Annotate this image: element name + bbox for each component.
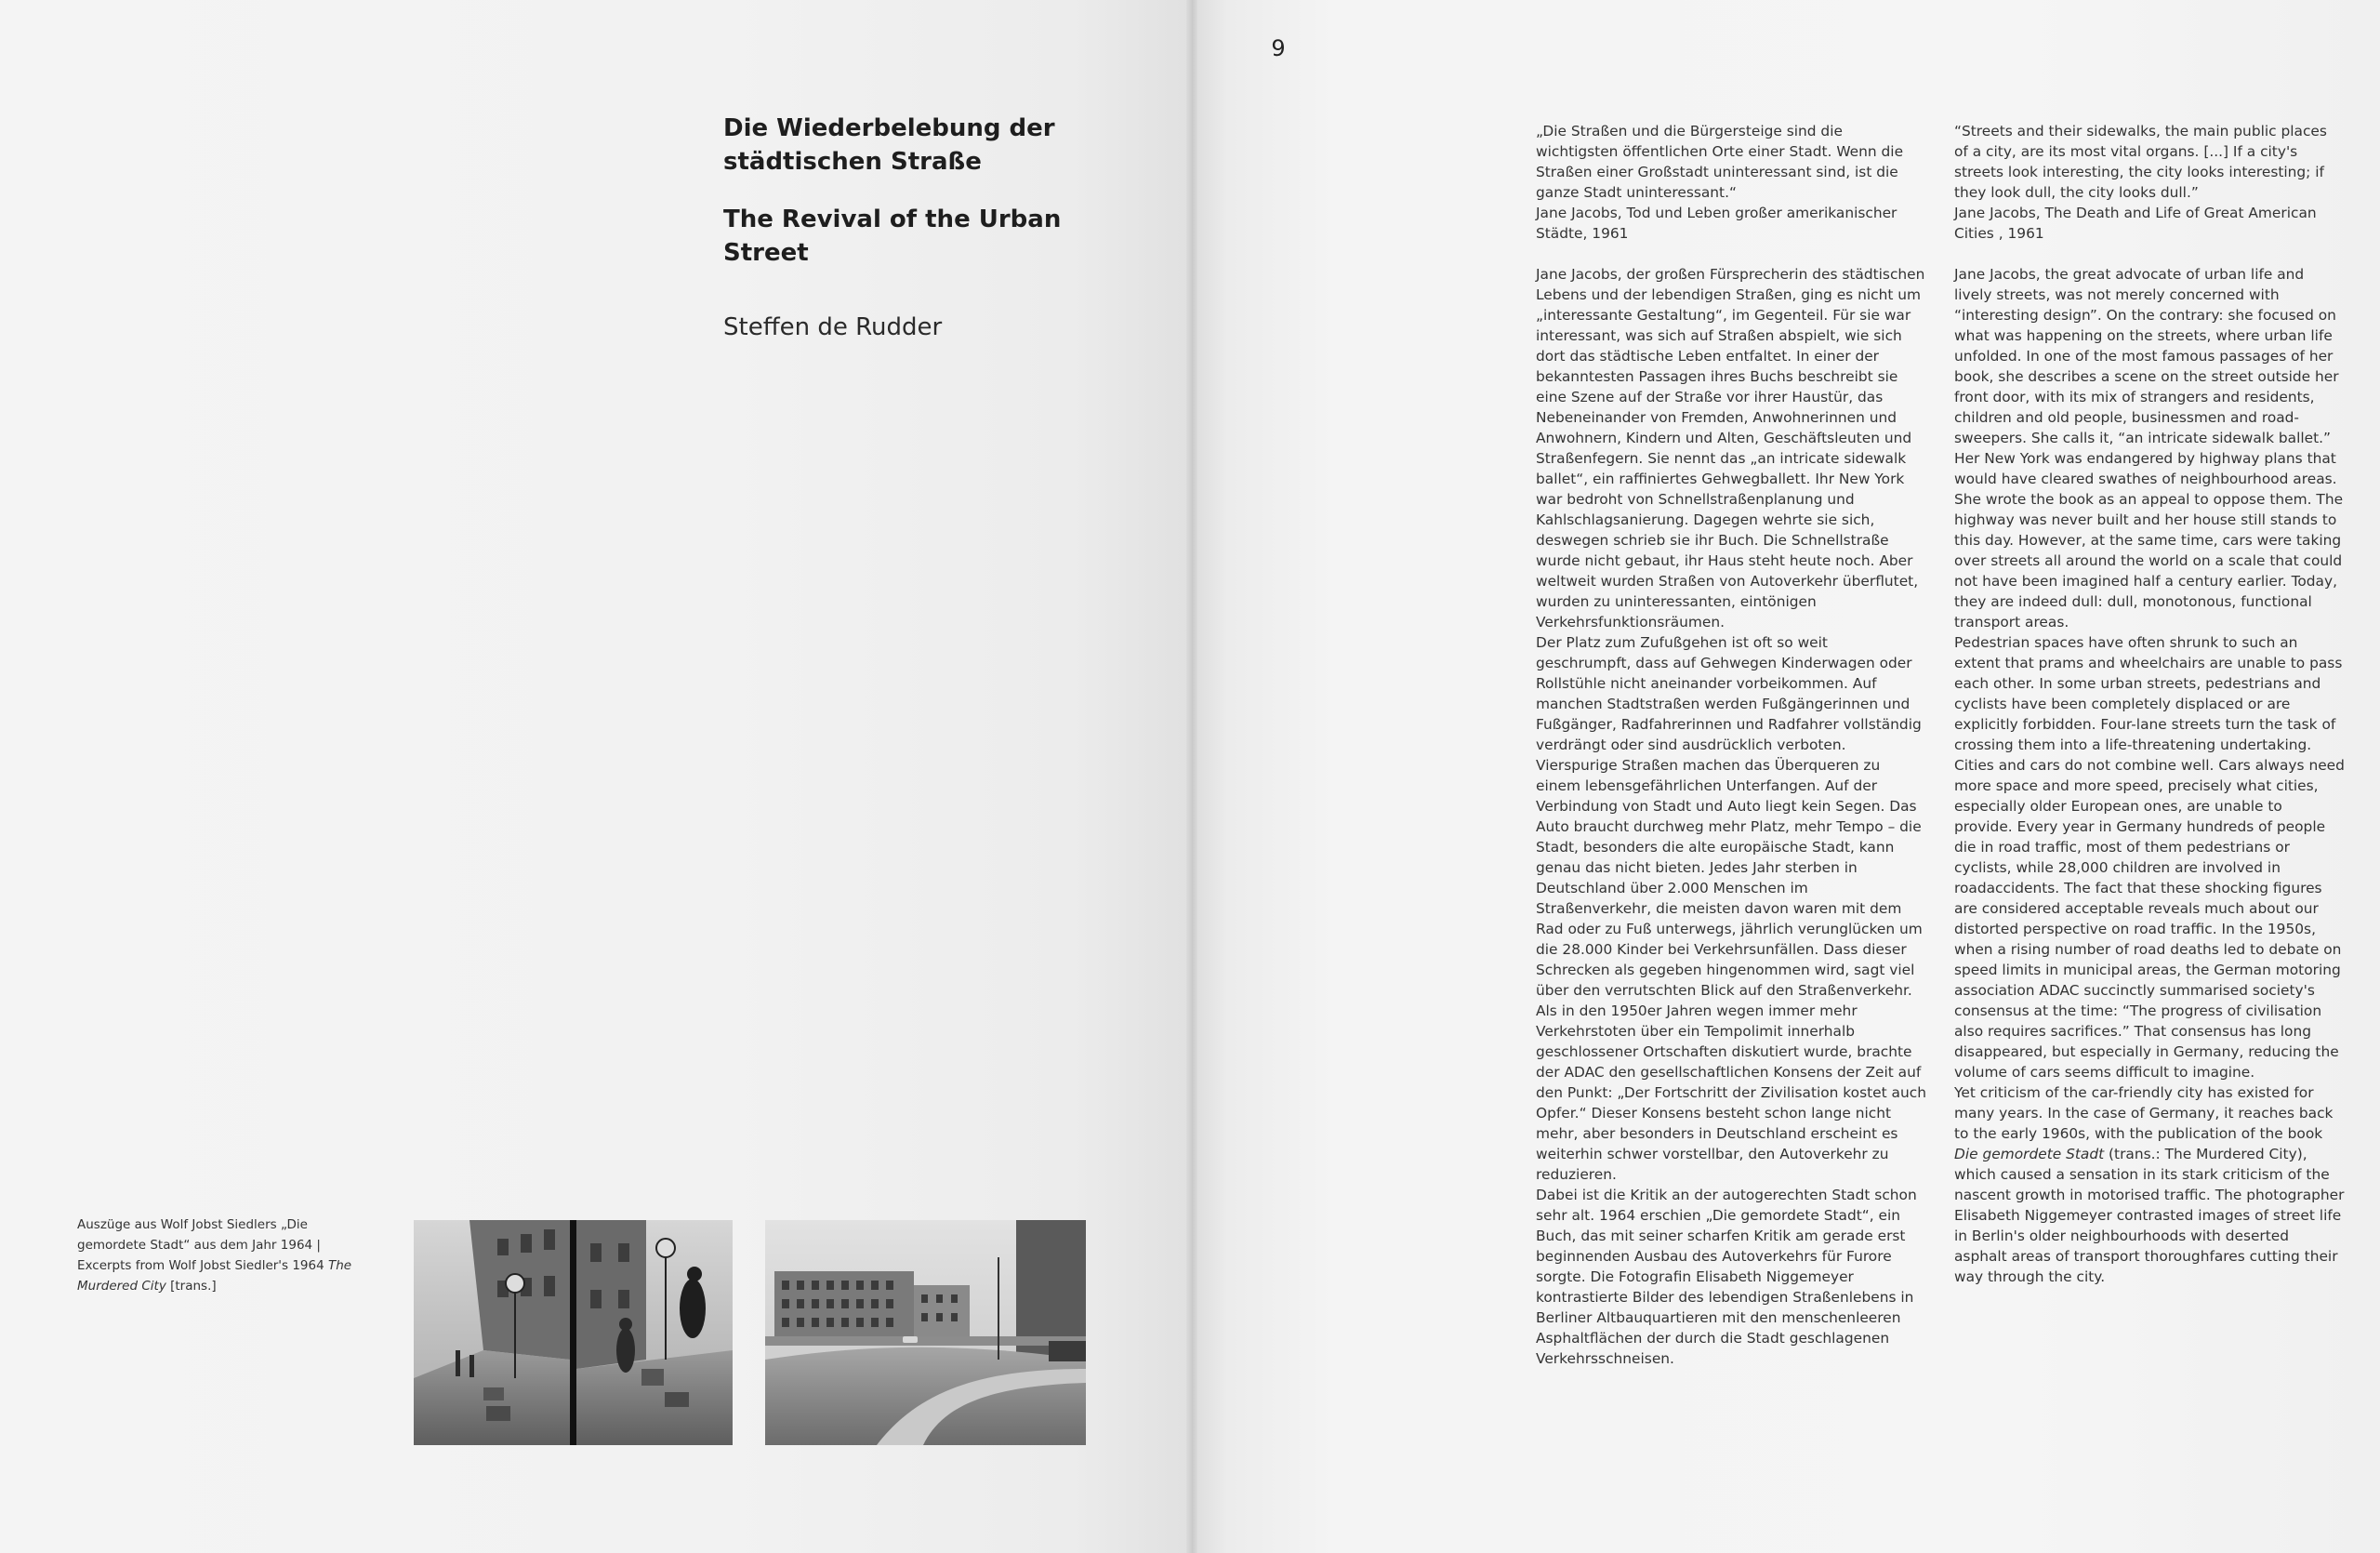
paragraph-spacer — [1954, 244, 2345, 264]
title-german — [723, 112, 1151, 179]
page-number: 9 — [1271, 35, 1286, 61]
english-paragraph-4-text-b: (trans.: The Murdered City), which caused a sensation in its stark criticism of the nascent growth in motorised traffic. The photographer Elisabeth Niggemeyer contrasted images of street life in Berlin's older neighbourhoods with deserted asphalt areas of transport thoroughfares cutting their way through the city. — [1954, 1146, 2345, 1285]
english-paragraph-1: Jane Jacobs, the great advocate of urban life and lively streets, was not merely concerned with “interesting design”. On the contrary: she focused on what was happening on the streets, where urban life unfolded. In one of the most famous passages of her book, she describes a scene on the street outside her front door, with its mix of strangers and residents, children and old people, businessmen and road-sweepers. She calls it, “an intricate sidewalk ballet.” Her New York was endangered by highway plans that would have cleared swathes of neighbourhood areas. She wrote the book as an appeal to oppose them. The highway was never built and her house still stands to this day. However, at the same time, cars were taking over streets all around the world on a scale that could not have been imagined half a century earlier. Today, they are indeed dull: dull, monotonous, functional transport areas. — [1954, 266, 2344, 630]
english-quote-source: Jane Jacobs, The Death and Life of Great American Cities , 1961 — [1954, 205, 2317, 242]
german-paragraph-3: Dabei ist die Kritik an der autogerechten Stadt schon sehr alt. 1964 erschien „Die gemordete Stadt“, ein Buch, das mit seiner scharfen Kritik am gerade erst beginnenden Ausbau des Autoverkehrs für Furore sorgte. Die Fotografin Elisabeth Niggemeyer kontrastierte Bilder des lebendigen Straßenlebens in Berliner Altbauquartieren mit den menschenleeren Asphaltflächen der durch die Stadt geschlagenen Verkehrsschneisen. — [1536, 1187, 1917, 1367]
english-paragraph-4 — [1954, 1082, 2345, 1287]
paragraph-spacer — [1536, 244, 1926, 264]
english-paragraph-3: Cities and cars do not combine well. Cars always need more space and more speed, precisely what cities, especially older European ones, are unable to provide. Every year in Germany hundreds of people die in road traffic, most of them pedestrians or cyclists, while 28,000 children are involved in roadaccidents. The fact that these shocking figures are considered acceptable reveals much about our distorted perspective on road traffic. In the 1950s, when a rising number of road deaths led to debate on speed limits in municipal areas, the German motoring association ADAC succinctly summarised society's consensus at the time: “The progress of civilisation also requires sacrifices.” That consensus has long disappeared, but especially in Germany, reducing the volume of cars seems difficult to imagine. — [1954, 757, 2345, 1081]
caption-italic-title: The Murdered City — [77, 1258, 352, 1294]
title-english: The Revival of the Urban Street — [723, 206, 1062, 267]
english-quote: “Streets and their sidewalks, the main public places of a city, are its most vital organs. [...] If a city's streets look interesting, the city looks interesting; if they look dull, the city looks dull.” — [1954, 123, 2327, 201]
german-quote-source: Jane Jacobs, Tod und Leben großer amerikanischer Städte, 1961 — [1536, 205, 1897, 242]
photo-empty-road-image — [765, 1220, 1086, 1445]
german-text-column — [1536, 121, 1926, 1369]
title-german-line-1: Die Wiederbelebung der — [723, 114, 1055, 142]
caption-text-2: [trans.] — [165, 1279, 217, 1294]
english-paragraph-2: Pedestrian spaces have often shrunk to such an extent that prams and wheelchairs are unable to pass each other. In some urban streets, pedestrians and cyclists have been completely displaced or are explicitly forbidden. Four-lane streets turn the task of crossing them into a life-threatening undertaking. — [1954, 634, 2343, 753]
title-block — [723, 112, 1151, 344]
image-caption — [77, 1215, 356, 1296]
german-quote: „Die Straßen und die Bürgersteige sind die wichtigsten öffentlichen Orte einer Stadt. Wenn die Straßen einer Großstadt uninteressant sind, ist die ganze Stadt uninteressant.“ — [1536, 123, 1904, 201]
photo-street-children — [414, 1220, 733, 1445]
german-paragraph-2: Der Platz zum Zufußgehen ist oft so weit geschrumpft, dass auf Gehwegen Kinderwagen oder Rollstühle nicht aneinander vorbeikommen. Auf manchen Stadtstraßen werden Fußgängerinnen und Fußgänger, Radfahrerinnen und Radfahrer vollständig verdrängt oder sind ausdrücklich verboten. Vierspurige Straßen machen das Überqueren zu einem lebensgefährlichen Unterfangen. Auf der Verbindung von Stadt und Auto liegt kein Segen. Das Auto braucht durchweg mehr Platz, mehr Tempo – die Stadt, besonders die alte europäische Stadt, kann genau das nicht bieten. Jedes Jahr sterben in Deutschland über 2.000 Menschen im Straßenverkehr, die meisten davon waren mit dem Rad oder zu Fuß unterwegs, jährlich verunglücken um die 28.000 Kinder bei Verkehrsunfällen. Dass dieser Schrecken als gegeben hingenommen wird, sagt viel über den verrutschten Blick auf den Straßenverkehr. Als in den 1950er Jahren wegen immer mehr Verkehrstoten über ein Tempolimit innerhalb geschlossener Ortschaften diskutiert wurde, brachte der ADAC den gesellschaftlichen Konsens der Zeit auf den Punkt: „Der Fortschritt der Zivilisation kostet auch Opfer.“ Dieser Konsens besteht schon lange nicht mehr, aber besonders in Deutschland erscheint es weiterhin schwer vorstellbar, den Autoverkehr zu reduzieren. — [1536, 634, 1926, 1183]
title-german-line-2: städtischen Straße — [723, 148, 982, 176]
photo-street-children-image — [414, 1220, 733, 1445]
german-paragraph-1: Jane Jacobs, der großen Fürsprecherin des städtischen Lebens und der lebendigen Straßen, ging es nicht um „interessante Gestaltung“, im Gegenteil. Für sie war interessant, was sich auf Straßen abspielt, wie sich dort das städtische Leben entfaltet. In einer der bekanntesten Passagen ihres Buchs beschreibt sie eine Szene auf der Straße vor ihrer Haustür, das Nebeneinander von Fremden, Anwohnerinnen und Anwohnern, Kindern und Alten, Geschäftsleuten und Straßenfegern. Sie nennt das „an intricate sidewalk ballet“, ein raffiniertes Gehwegballett. Ihr New York war bedroht von Schnellstraßenplanung und Kahlschlagsanierung. Dagegen wehrte sie sich, deswegen schrieb sie ihr Buch. Die Schnellstraße wurde nicht gebaut, ihr Haus steht heute noch. Aber weltweit wurden Straßen von Autoverkehr überflutet, wurden zu uninteressanten, eintönigen Verkehrsfunktionsräumen. — [1536, 266, 1925, 630]
caption-text-1: Auszüge aus Wolf Jobst Siedlers „Die gemordete Stadt“ aus dem Jahr 1964 | Excerpts from Wolf Jobst Siedler's 1964 — [77, 1217, 328, 1273]
english-text-column — [1954, 121, 2345, 1287]
book-gutter — [1186, 0, 1197, 1553]
english-paragraph-4-book-title: Die gemordete Stadt — [1954, 1146, 2105, 1162]
english-paragraph-4-text-a: Yet criticism of the car-friendly city has existed for many years. In the case of Germany, it reaches back to the early 1960s, with the publication of the book — [1954, 1084, 2334, 1142]
author-name: Steffen de Rudder — [723, 313, 943, 341]
photo-empty-road — [765, 1220, 1086, 1445]
